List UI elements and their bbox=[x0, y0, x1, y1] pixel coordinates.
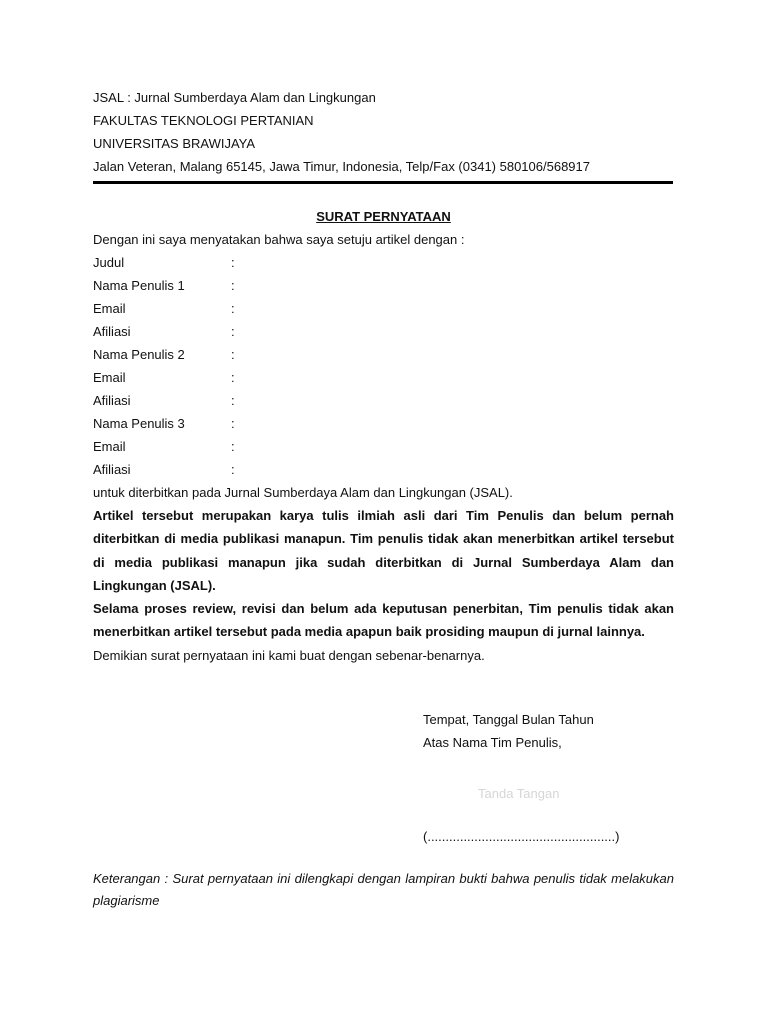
footnote-remark: Keterangan : Surat pernyataan ini dilengkapi dengan lampiran bukti bahwa penulis tidak melakukan plagiarisme bbox=[93, 871, 674, 908]
field-colon: : bbox=[231, 462, 235, 477]
field-colon: : bbox=[231, 416, 235, 431]
field-label: Email bbox=[93, 439, 126, 454]
signature-name-line: (....................................................) bbox=[423, 829, 620, 844]
field-colon: : bbox=[231, 347, 235, 362]
intro-text: Dengan ini saya menyatakan bahwa saya setuju artikel dengan : bbox=[93, 232, 465, 247]
field-row bbox=[93, 251, 674, 274]
field-label: Email bbox=[93, 301, 126, 316]
publish-statement: untuk diterbitkan pada Jurnal Sumberdaya Alam dan Lingkungan (JSAL). bbox=[93, 485, 513, 500]
review-statement: Selama proses review, revisi dan belum ada keputusan penerbitan, Tim penulis tidak akan menerbitkan artikel tersebut pada media apapun baik prosiding maupun di jurnal lainnya. bbox=[93, 601, 674, 640]
closing-statement: Demikian surat pernyataan ini kami buat dengan sebenar-benarnya. bbox=[93, 647, 485, 663]
field-colon: : bbox=[231, 301, 235, 316]
field-label: Nama Penulis 1 bbox=[93, 278, 185, 293]
on-behalf-text: Atas Nama Tim Penulis, bbox=[423, 735, 562, 750]
field-colon: : bbox=[231, 255, 235, 270]
field-label: Judul bbox=[93, 255, 125, 270]
field-colon: : bbox=[231, 439, 235, 454]
field-label: Afiliasi bbox=[93, 462, 131, 477]
field-row bbox=[93, 389, 674, 412]
signature-block bbox=[423, 708, 683, 848]
field-row bbox=[93, 320, 674, 343]
field-label: Afiliasi bbox=[93, 393, 131, 408]
originality-statement: Artikel tersebut merupakan karya tulis ilmiah asli dari Tim Penulis dan belum pernah diterbitkan di media publikasi manapun. Tim penulis tidak akan menerbitkan artikel tersebut di media publikasi manapun jika sudah diterbitkan di Jurnal Sumberdaya Alam dan Lingkungan (JSAL). bbox=[93, 508, 674, 593]
header-faculty: FAKULTAS TEKNOLOGI PERTANIAN bbox=[93, 113, 314, 128]
document-body bbox=[93, 86, 674, 667]
field-colon: : bbox=[231, 370, 235, 385]
header-university: UNIVERSITAS BRAWIJAYA bbox=[93, 136, 256, 151]
field-row bbox=[93, 343, 674, 366]
field-label: Afiliasi bbox=[93, 324, 131, 339]
place-date: Tempat, Tanggal Bulan Tahun bbox=[423, 712, 594, 727]
header-divider bbox=[93, 181, 673, 184]
header-journal-name: JSAL : Jurnal Sumberdaya Alam dan Lingkungan bbox=[93, 90, 376, 105]
field-label: Email bbox=[93, 370, 126, 385]
field-colon: : bbox=[231, 393, 235, 408]
field-row bbox=[93, 366, 674, 389]
field-row bbox=[93, 274, 674, 297]
field-colon: : bbox=[231, 278, 235, 293]
field-list bbox=[93, 251, 674, 481]
document-title: SURAT PERNYATAAN bbox=[316, 209, 451, 224]
field-colon: : bbox=[231, 324, 235, 339]
field-row bbox=[93, 412, 674, 435]
field-row bbox=[93, 458, 674, 481]
field-label: Nama Penulis 3 bbox=[93, 416, 185, 431]
header-address: Jalan Veteran, Malang 65145, Jawa Timur, Indonesia, Telp/Fax (0341) 580106/568917 bbox=[93, 159, 590, 174]
field-row bbox=[93, 297, 674, 320]
field-label: Nama Penulis 2 bbox=[93, 347, 185, 362]
signature-placeholder: Tanda Tangan bbox=[478, 786, 560, 801]
field-row bbox=[93, 435, 674, 458]
